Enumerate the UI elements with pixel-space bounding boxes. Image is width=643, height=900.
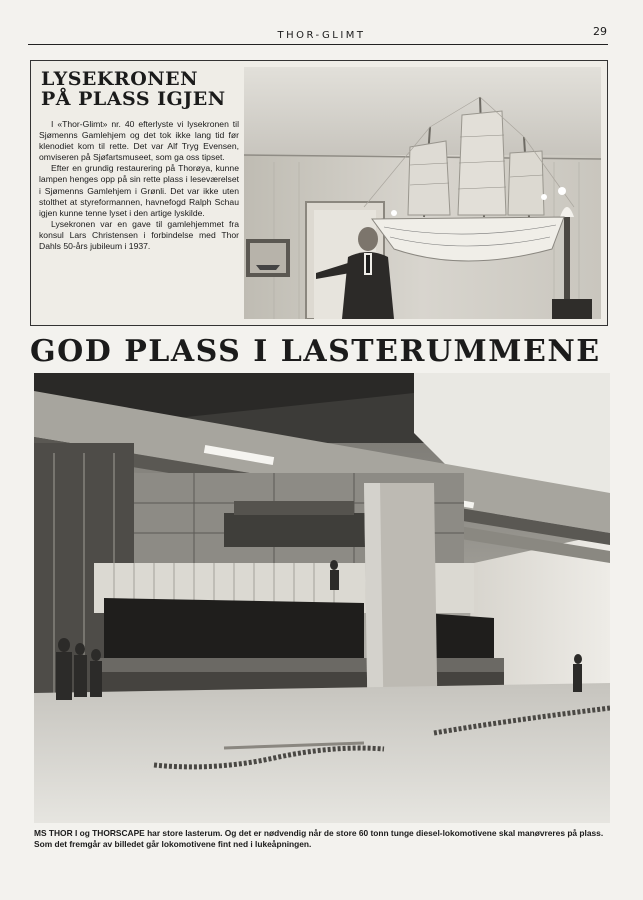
page-number: 29 bbox=[593, 25, 607, 38]
photo-caption: MS THOR I og THORSCAPE har store lasterum. Og det er nødvendig når de store 60 tonn tunge diesel-lokomotivene skal manøvreres på plass. Som det fremgår av billedet går lokomotivene fint ned i lukeåpningen. bbox=[34, 828, 604, 849]
chandelier-photo bbox=[244, 67, 601, 319]
main-headline: GOD PLASS I LASTERUMMENE bbox=[30, 334, 601, 369]
paragraph-2: Efter en grundig restaurering på Thorøya, kunne lampen henges opp på sin rette plass i leseværelset i Sjømenns Gamlehjem i Grønli. Det var ikke uten stolthet at styreformannen, havnefogd Ralph Schau igjen kunne tenne lyset i den artige lyskilde. bbox=[39, 163, 239, 218]
chandelier-article-body bbox=[39, 119, 239, 252]
header-rule bbox=[28, 44, 608, 45]
title-line-2: PÅ PLASS IGJEN bbox=[41, 88, 226, 110]
paragraph-1: I «Thor-Glimt» nr. 40 efterlyste vi lysekronen til Sjømenns Gamlehjem og det tok ikke lang tid før klenodiet kom til rette. Det var Alf Tryg Evensen, omviseren på Sjøfartsmuseet, som ga oss tipset. bbox=[39, 119, 239, 163]
chandelier-article-box bbox=[30, 60, 608, 326]
chandelier-article-text bbox=[39, 69, 239, 252]
title-line-1: LYSEKRONEN bbox=[41, 68, 198, 90]
chandelier-article-title bbox=[41, 69, 239, 109]
magazine-name: THOR-GLIMT bbox=[277, 30, 366, 41]
paragraph-3: Lysekronen var en gave til gamlehjemmet fra konsul Lars Christensen i forbindelse med Thor Dahls 50-års jubileum i 1937. bbox=[39, 218, 239, 252]
cargo-hold-photo bbox=[34, 373, 610, 823]
